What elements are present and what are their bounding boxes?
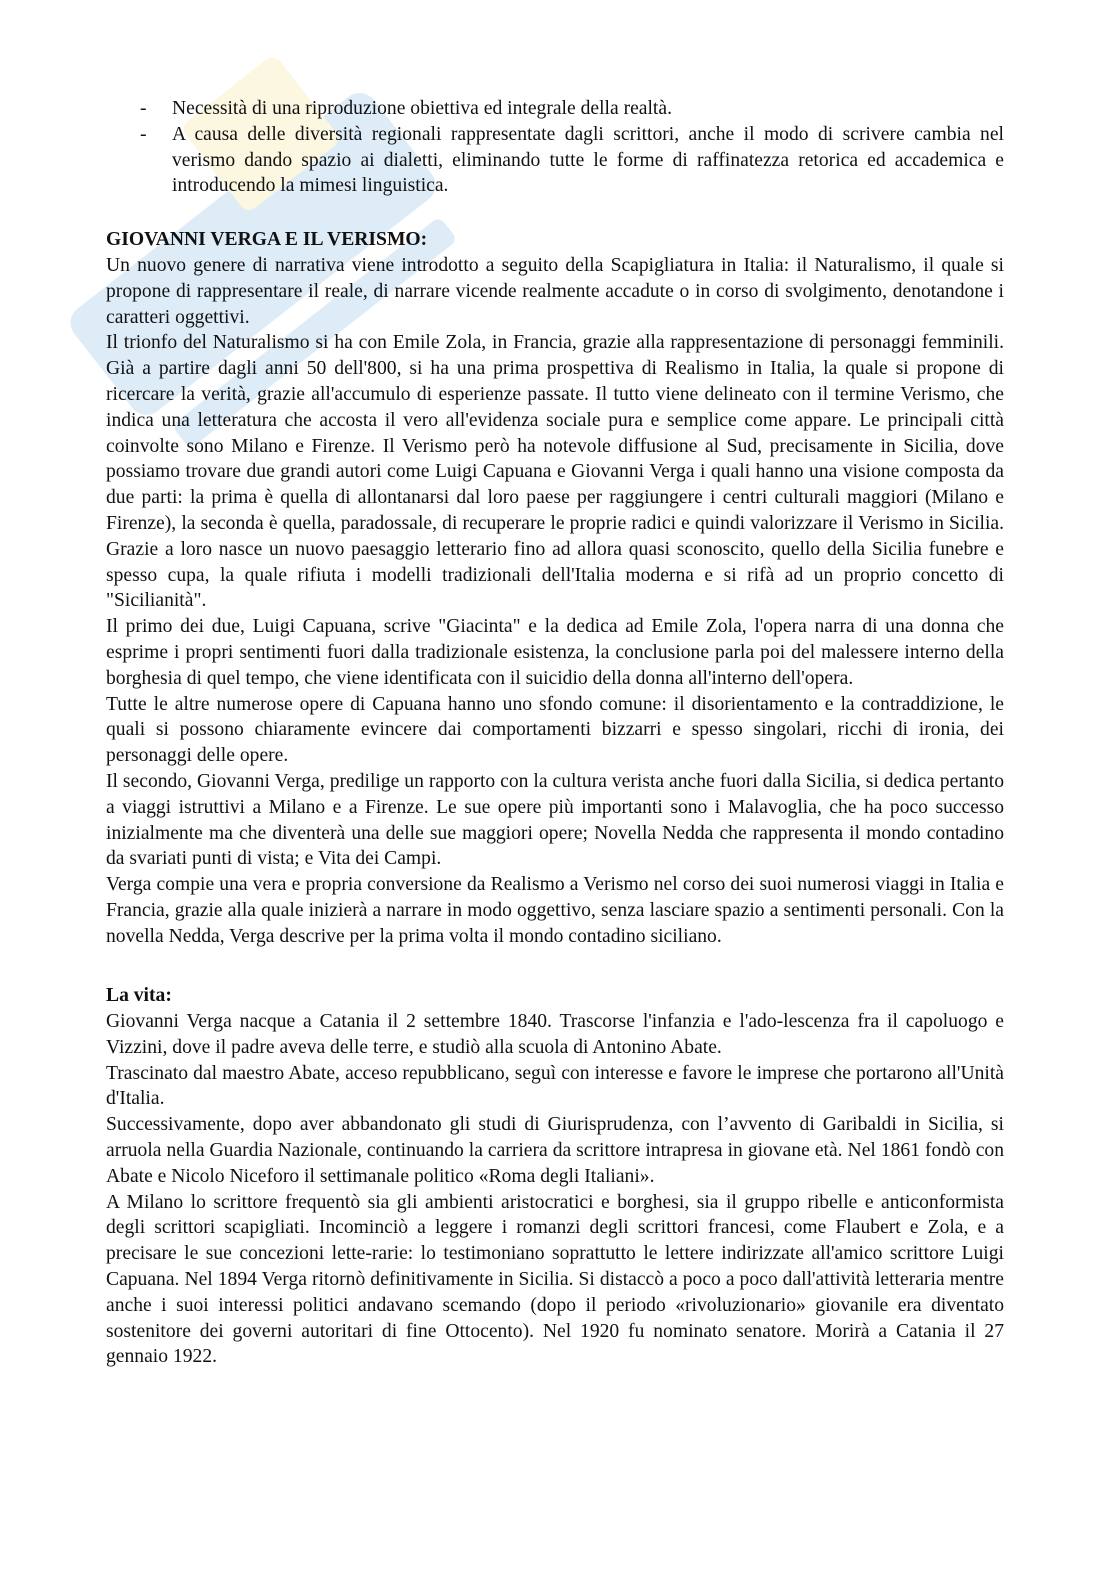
bullet-text: Necessità di una riproduzione obiettiva ed integrale della realtà. bbox=[172, 98, 672, 119]
paragraph: A Milano lo scrittore frequentò sia gli ambienti aristocratici e borghesi, sia il gruppo ribelle e anticonformista degli scrittori scapigliati. Incominciò a leggere i romanzi degli scrittori francesi, come Flaubert e Zola, e a precisare le sue concezioni lette-rarie: lo testimoniano soprattutto le lettere indirizzate all'amico scrittore Luigi Capuana. Nel 1894 Verga ritornò definitivamente in Sicilia. Si distaccò a poco a poco dall'attività letteraria mentre anche i suoi interessi politici andavano scemando (dopo il periodo «rivoluzionario» giovanile era diventato sostenitore dei governi autoritari di fine Ottocento). Nel 1920 fu nominato senatore. Morirà a Catania il 27 gennaio 1922. bbox=[106, 1191, 1004, 1368]
paragraph: Un nuovo genere di narrativa viene introdotto a seguito della Scapigliatura in Italia: il Naturalismo, il quale si propone di rappresentare il reale, di narrare vicende realmente accadute o in corso di svolgimento, denotandone i caratteri oggettivi. bbox=[106, 254, 1004, 328]
paragraph: Verga compie una vera e propria conversione da Realismo a Verismo nel corso dei suoi numerosi viaggi in Italia e Francia, grazie alla quale inizierà a narrare in modo oggettivo, senza lasciare spazio a sentimenti personali. Con la novella Nedda, Verga descrive per la prima volta il mondo contadino siciliano. bbox=[106, 874, 1004, 947]
bullet-text: A causa delle diversità regionali rappresentate dagli scrittori, anche il modo di scrivere cambia nel verismo dando spazio ai dialetti, eliminando tutte le forme di raffinatezza retorica ed accademica e introducendo la mimesi linguistica. bbox=[172, 123, 1004, 197]
paragraph: Il trionfo del Naturalismo si ha con Emile Zola, in Francia, grazie alla rappresentazione di personaggi femminili. Già a partire dagli anni 50 dell'800, si ha una prima prospettiva di Realismo in Italia, la quale si propone di ricercare la verità, grazie all'accumulo di esperienze passate. Il tutto viene delineato con il termine Verismo, che indica una letteratura che accosta il vero all'evidenza sociale pura e semplice come appare. Le principali città coinvolte sono Milano e Firenze. Il Verismo però ha notevole diffusione al Sud, precisamente in Sicilia, dove possiamo trovare due grandi autori come Luigi Capuana e Giovanni Verga i quali hanno una visione composta da due parti: la prima è quella di allontanarsi dal loro paese per raggiungere i centri culturali maggiori (Milano e Firenze), la seconda è quella, paradossale, di recuperare le proprie radici e quindi valorizzare il Verismo in Sicilia. Grazie a loro nasce un nuovo paesaggio letterario fino ad allora quasi sconoscito, quello della Sicilia funebre e spesso cupa, la quale rifiuta i modelli tradizionali dell'Italia moderna e si rifà ad un proprio concetto di "Sicilianità". bbox=[106, 332, 1004, 612]
paragraph: Giovanni Verga nacque a Catania il 2 settembre 1840. Trascorse l'infanzia e l'ado-lescenza fra il capoluogo e Vizzini, dove il padre aveva delle terre, e studiò alla scuola di Antonino Abate. bbox=[106, 1011, 1004, 1058]
paragraph: Tutte le altre numerose opere di Capuana hanno uno sfondo comune: il disorientamento e la contraddizione, le quali si possono chiaramente evincere dai comportamenti bizzarri e spesso singolari, ricchi di ironia, dei personaggi delle opere. bbox=[106, 693, 1004, 767]
section-heading-la-vita: La vita: bbox=[106, 985, 172, 1007]
bullet-marker: - bbox=[140, 123, 147, 145]
bullet-list bbox=[106, 96, 1004, 199]
bullet-marker: - bbox=[140, 98, 147, 119]
bullet-item bbox=[106, 122, 1004, 199]
paragraph: Il secondo, Giovanni Verga, predilige un rapporto con la cultura verista anche fuori dalla Sicilia, si dedica pertanto a viaggi istruttivi a Milano e a Firenze. Le sue opere più importanti sono i Malavoglia, che ha poco successo inizialmente ma che diventerà una delle sue maggiori opere; Novella Nedda che rappresenta il mondo contadino da svariati punti di vista; e Vita dei Campi. bbox=[106, 770, 1004, 870]
paragraph: Il primo dei due, Luigi Capuana, scrive "Giacinta" e la dedica ad Emile Zola, l'opera narra di una donna che esprime i propri sentimenti fuori dalla tradizionale esistenza, la conclusione parla poi del malessere interno della borghesia di quel tempo, che viene identificata con il suicidio della donna all'interno dell'opera. bbox=[106, 616, 1004, 689]
section-heading-verga-verismo: GIOVANNI VERGA E IL VERISMO: bbox=[106, 229, 428, 251]
section-spacer bbox=[106, 950, 1004, 976]
document-page bbox=[106, 96, 1004, 1370]
bullet-item bbox=[106, 96, 1004, 122]
paragraph: Successivamente, dopo aver abbandonato gli studi di Giurisprudenza, con l’avvento di Garibaldi in Sicilia, si arruola nella Guardia Nazionale, continuando la carriera da scrittore intrapresa in giovane età. Nel 1861 fondò con Abate e Nicolo Niceforo il settimanale politico «Roma degli Italiani». bbox=[106, 1114, 1004, 1187]
paragraph: Trascinato dal maestro Abate, acceso repubblicano, seguì con interesse e favore le imprese che portarono all'Unità d'Italia. bbox=[106, 1062, 1004, 1110]
